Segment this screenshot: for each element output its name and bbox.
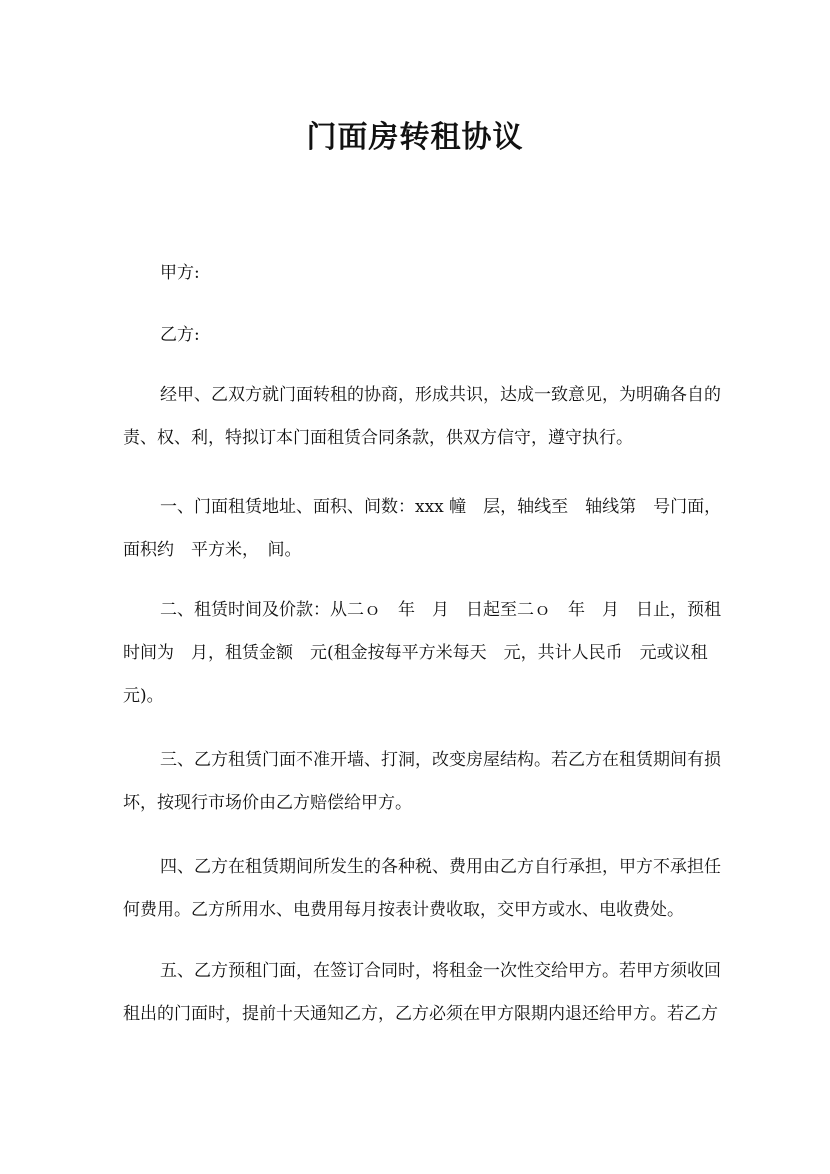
text-line: 何费用。乙方所用水、电费用每月按表计费收取，交甲方或水、电收费处。 [123, 900, 684, 920]
document-title: 门面房转租协议 [306, 120, 524, 155]
text-line: 元)。 [123, 686, 164, 706]
text-line: 三、乙方租赁门面不准开墙、打洞，改变房屋结构。若乙方在租赁期间有损 [160, 750, 721, 770]
clause-5 [123, 950, 721, 1036]
text-line: 租出的门面时，提前十天通知乙方，乙方必须在甲方限期内退还给甲方。若乙方 [123, 1004, 718, 1024]
text-line: 二、租赁时间及价款：从二ｏ 年 月 日起至二ｏ 年 月 日止，预租 [160, 600, 721, 620]
text-line: 责、权、利，特拟订本门面租赁合同条款，供双方信守，遵守执行。 [123, 428, 633, 448]
clause-3 [123, 739, 721, 825]
text-line: 经甲、乙双方就门面转租的协商，形成共识，达成一致意见，为明确各自的 [160, 385, 721, 405]
text-line: 坏，按现行市场价由乙方赔偿给甲方。 [123, 793, 412, 813]
text-line: 面积约 平方米， 间。 [123, 540, 302, 560]
text-line: 一、门面租赁地址、面积、间数：xxx 幢 层，轴线至 轴线第 号门面， [160, 497, 722, 517]
clause-4 [123, 846, 721, 932]
party-b-label: 乙方: [160, 325, 200, 345]
text-line: 四、乙方在租赁期间所发生的各种税、费用由乙方自行承担，甲方不承担任 [160, 857, 721, 877]
clause-1 [123, 486, 722, 572]
clause-2 [123, 589, 721, 718]
party-a-label: 甲方: [160, 263, 200, 283]
text-line: 五、乙方预租门面，在签订合同时，将租金一次性交给甲方。若甲方须收回 [160, 961, 721, 981]
text-line: 时间为 月，租赁金额 元(租金按每平方米每天 元，共计人民币 元或议租 [123, 643, 708, 663]
paragraph-intro [123, 374, 721, 460]
